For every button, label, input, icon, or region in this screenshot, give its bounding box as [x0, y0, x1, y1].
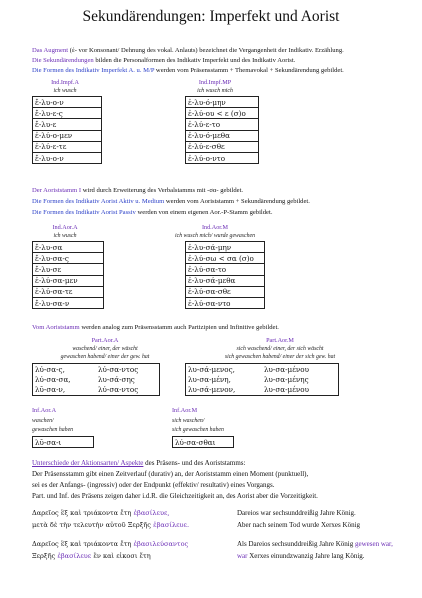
example-greek-1: Δαρεῖος ἓξ καὶ τριάκοντα ἔτη ἐβασίλευε,	[32, 509, 170, 517]
form-cell: λυ-σα-μένης	[264, 374, 309, 384]
impf-a-table	[32, 96, 102, 164]
intro-line-1: Das Augment (ἐ- vor Konsonant/ Dehnung des vokal. Anlauts) bezeichnet die Vergangenheit der Indikativ. Erzählung.	[32, 47, 344, 54]
aspekte-line-1: Unterschiede der Aktionsarten/ Aspekte des Präsens- und des Aoriststamms:	[32, 459, 246, 467]
table-row	[33, 130, 102, 141]
form-cell: ἐ-λύ-ε-τε	[33, 141, 102, 152]
table-row	[186, 141, 259, 152]
table-row	[186, 286, 265, 297]
form-cell: λυ-σά-μενον,	[188, 384, 236, 394]
table-row	[186, 297, 265, 308]
participle-intro: Vom Aoriststamm werden analog zum Präsensstamm auch Partizipien und Infinitive gebildet.	[32, 324, 279, 331]
table-row	[33, 297, 104, 308]
aorist-line-2: Die Formen des Indikativ Aorist Aktiv u. Medium werden vom Aoriststamm + Sekundärendung gebildet.	[32, 198, 310, 205]
part-m-header: Part.Aor.M	[266, 337, 294, 344]
form-cell: ἔ-λυ-ο-ν	[33, 152, 102, 163]
form-cell: λύ-σα-ντος	[98, 364, 139, 374]
form-cell: ἐ-λυ-σά-μην	[186, 242, 265, 253]
table-row	[33, 264, 104, 275]
aor-a-sub: ich wusch	[53, 233, 77, 239]
inf-m-value: λύ-σα-σθαι	[173, 437, 234, 448]
aspekte-line-2: Der Präsensstamm gibt einen Zeitverlauf (durativ) an, der Aoriststamm einen Moment (punktuell),	[32, 470, 309, 478]
table-row	[33, 108, 102, 119]
table-row	[33, 384, 160, 395]
inf-a-value: λῦ-σα-ι	[33, 437, 94, 448]
form-cell: ἐ-λύ-ου < ε (σ)ο	[186, 108, 259, 119]
table-row	[33, 364, 160, 375]
form-cell: ἔ-λυ-ε-ς	[33, 108, 102, 119]
table-row	[33, 141, 102, 152]
part-a-sub2: gewaschen habend/ einer der gew. hat	[60, 354, 150, 360]
table-row	[186, 108, 259, 119]
form-cell: λῦ-σα-ν,	[35, 384, 66, 394]
form-cell: ἐ-λύ-ο-ντο	[186, 152, 259, 163]
table-row	[33, 275, 104, 286]
part-a-table	[32, 363, 160, 396]
form-cell: λυ-σα-μένου	[264, 364, 310, 374]
table-row	[186, 384, 339, 395]
part-a-sub1: waschend/ einer, der wäscht	[72, 346, 138, 352]
inf-m-sub2: sich gewaschen haben	[172, 427, 224, 433]
intro-line-3: Die Formen des Indikativ Imperfekt A. u. M/P werden vom Präsensstamm + Themavokal + Sekundärendung gebildet.	[32, 67, 344, 74]
table-row	[33, 242, 104, 253]
inf-m-table	[172, 436, 234, 448]
table-row	[186, 97, 259, 108]
aorist-line-3: Die Formen des Indikativ Aorist Passiv werden von einem eigenen Aor.-P-Stamm gebildet.	[32, 209, 273, 216]
inf-a-sub2: gewaschen haben	[32, 427, 74, 433]
example-german-2: Aber nach seinem Tod wurde Xerxes König	[237, 521, 361, 529]
table-row	[186, 275, 265, 286]
form-cell: ἔ-λυ-ο-ν	[33, 97, 102, 108]
table-row	[186, 119, 259, 130]
table-row	[186, 152, 259, 163]
form-cell: ἐ-λύ-σα-ντο	[186, 297, 265, 308]
table-row	[33, 97, 102, 108]
form-cell: ἔ-λυ-σα	[33, 242, 104, 253]
part-m-table	[185, 363, 339, 396]
form-cell: ἐ-λυ-σά-μεθα	[186, 275, 265, 286]
form-cell: ἐ-λυ-ό-μεθα	[186, 130, 259, 141]
aspekte-line-3: sei es der Anfangs- (ingressiv) oder der Endpunkt (effektiv/ resultativ) eines Vorgangs.	[32, 481, 275, 489]
impf-a-sub: ich wusch	[53, 88, 77, 94]
form-cell: λύ-σα-ντος	[98, 384, 139, 394]
part-m-sub2: sich gewaschen habend/ einer der sich gew. hat	[224, 354, 336, 360]
table-row	[33, 152, 102, 163]
example-greek-3: Δαρεῖος ἓξ καὶ τριάκοντα ἔτη ἐβασιλεύσαντος	[32, 540, 189, 548]
example-german-1: Dareios war sechsunddreißig Jahre König.	[237, 509, 356, 517]
form-cell: ἐ-λυ-ό-μην	[186, 97, 259, 108]
form-cell: ἐ-λύ-ο-μεν	[33, 130, 102, 141]
table-row	[186, 253, 265, 264]
aspekte-line-4: Part. und Inf. des Präsens zeigen daher i.d.R. die Gleichzeitigkeit an, des Aorist aber die Vorzeitigkeit.	[32, 492, 318, 500]
impf-mp-sub: ich wusch mich	[197, 88, 233, 94]
part-m-sub1: sich waschend/ einer, der sich wäscht	[236, 346, 324, 352]
inf-a-header: Inf.Aor.A	[32, 407, 57, 414]
inf-a-table	[32, 436, 94, 448]
table-row	[186, 242, 265, 253]
part-a-header: Part.Aor.A	[91, 337, 119, 344]
form-cell: ἔ-λυ-σα-ν	[33, 297, 104, 308]
form-cell: ἔ-λυ-ε	[33, 119, 102, 130]
form-cell: λύ-σα-σα,	[35, 374, 71, 384]
form-cell: ἔ-λυ-σε	[33, 264, 104, 275]
form-cell: λυ-σα-μένη,	[188, 374, 231, 384]
form-cell: ἐ-λύ-ε-το	[186, 119, 259, 130]
example-greek-2: μετὰ δὲ τὴν τελευτὴν αὐτοῦ Ξερξῆς ἐβασίλευε.	[32, 521, 190, 529]
form-cell: ἐ-λύ-σω < σα (σ)ο	[186, 253, 265, 264]
example-german-3: Als Dareios sechsunddreißig Jahre König gewesen war,	[237, 540, 393, 548]
aor-m-header: Ind.Aor.M	[201, 224, 229, 231]
table-row	[186, 364, 339, 375]
impf-mp-header: Ind.Impf.MP	[198, 79, 232, 86]
form-cell: λυ-σα-μένου	[264, 384, 310, 394]
table-row	[186, 374, 339, 384]
form-cell: λύ-σα-ς,	[35, 364, 65, 374]
form-cell: ἐ-λύ-σα-τε	[33, 286, 104, 297]
inf-a-sub1: waschen/	[32, 418, 54, 424]
impf-a-header: Ind.Impf.A	[51, 79, 79, 86]
table-row	[33, 253, 104, 264]
example-greek-4: Ξερξῆς ἐβασίλευε ἓν καὶ εἰκοσι ἔτη	[32, 552, 151, 560]
table-row	[33, 286, 104, 297]
impf-mp-table	[185, 96, 259, 164]
aor-m-table	[185, 241, 265, 309]
page-title: Sekundärendungen: Imperfekt und Aorist	[82, 8, 340, 25]
inf-m-sub1: sich waschen/	[172, 418, 205, 424]
example-german-4: war Xerxes einundzwanzig Jahre lang König.	[237, 552, 365, 560]
form-cell: ἐ-λύ-σα-το	[186, 264, 265, 275]
intro-line-2: Die Sekundärendungen bilden die Personalformen des Indikativ Imperfekt und des Indikativ Aorist.	[32, 57, 296, 64]
aor-m-sub: ich wusch mich/ wurde gewaschen	[175, 233, 255, 239]
form-cell: ἔ-λυ-σα-ς	[33, 253, 104, 264]
table-row	[33, 374, 160, 384]
table-row	[33, 119, 102, 130]
inf-m-header: Inf.Aor.M	[172, 407, 198, 414]
aor-a-table	[32, 241, 104, 309]
form-cell: λυ-σά-σης	[98, 374, 135, 384]
form-cell: ἐ-λύ-σα-μεν	[33, 275, 104, 286]
table-row	[186, 264, 265, 275]
aorist-line-1: Der Aoriststamm I wird durch Erweiterung des Verbalstamms mit -σα- gebildet.	[32, 187, 244, 194]
form-cell: ἐ-λύ-σα-σθε	[186, 286, 265, 297]
form-cell: ἐ-λύ-ε-σθε	[186, 141, 259, 152]
form-cell: λυ-σά-μενος,	[188, 364, 235, 374]
table-row	[186, 130, 259, 141]
aor-a-header: Ind.Aor.A	[52, 224, 78, 231]
